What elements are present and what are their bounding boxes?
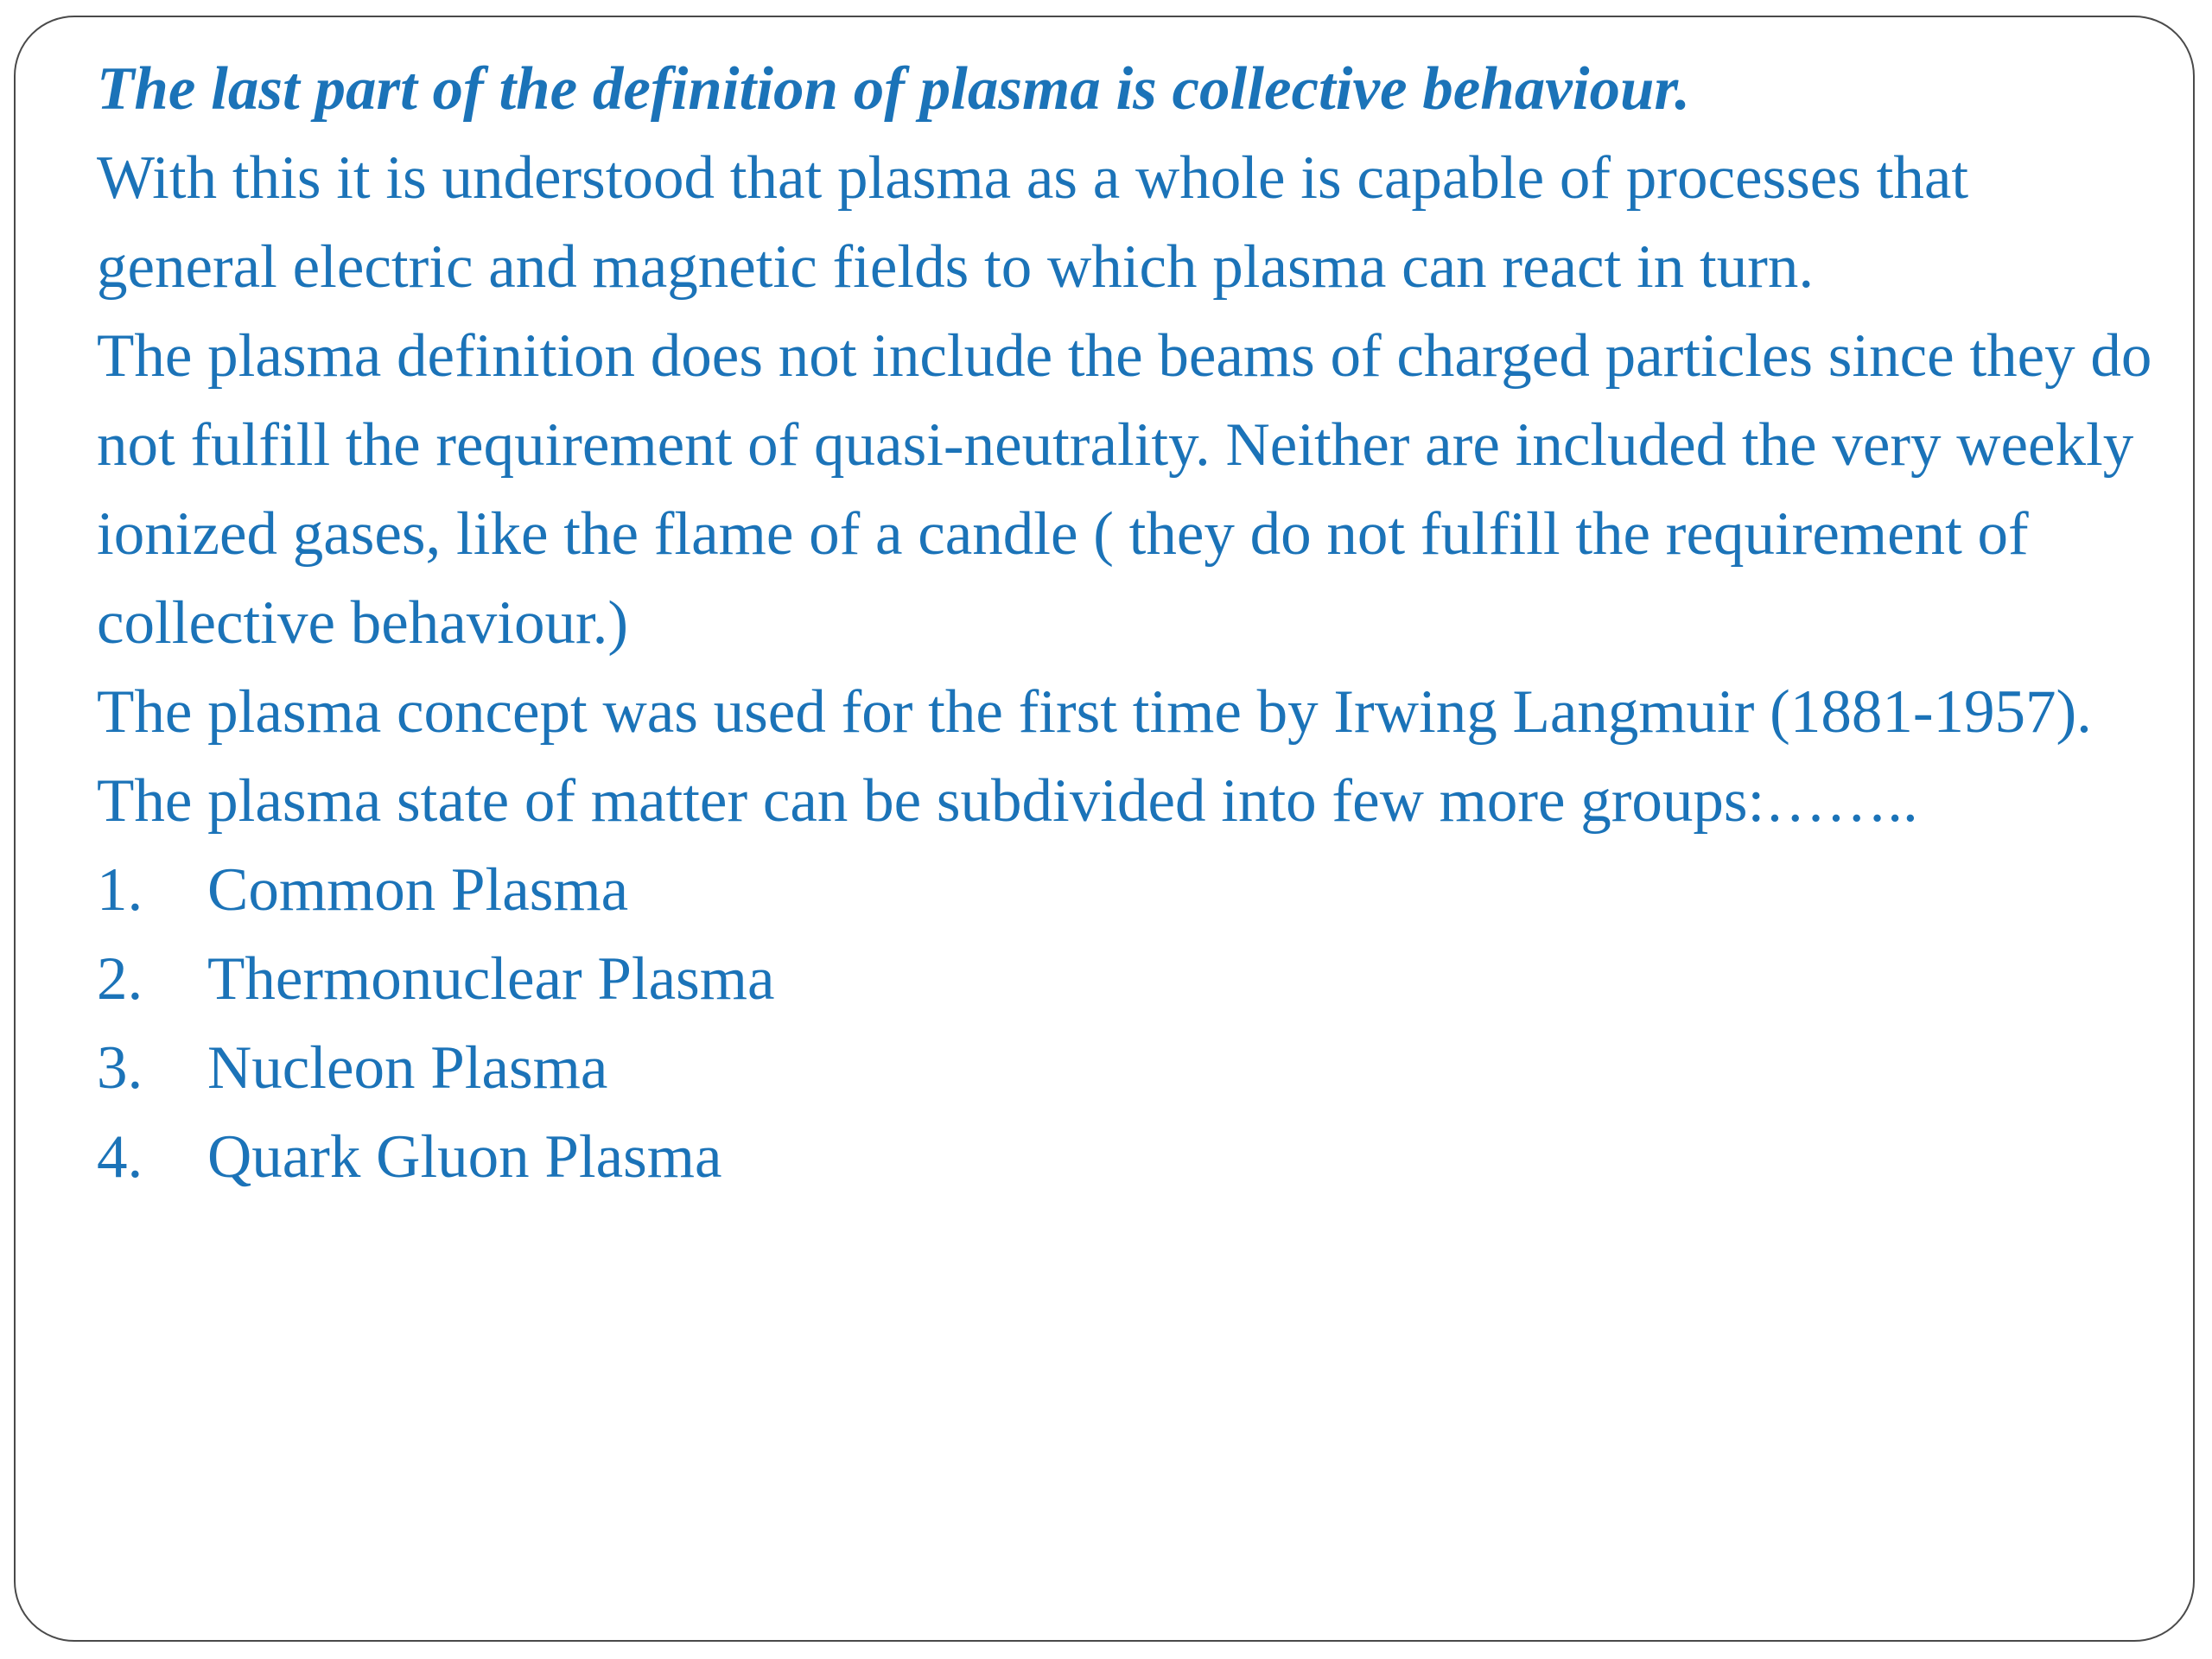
slide-heading: The last part of the definition of plasma is collective behaviour. [97, 55, 1690, 123]
slide-content [97, 45, 2153, 1202]
paragraph-subdivision: The plasma state of matter can be subdivided into few more groups:…….. [97, 767, 1918, 835]
list-item-label: Nucleon Plasma [207, 1034, 608, 1102]
list-item [97, 1113, 2153, 1202]
list-item [97, 1024, 2153, 1113]
paragraph-definition-exclusions: The plasma definition does not include the beams of charged particles since they do not fulfill the requirement of quasi-neutrality. Neither are included the very weekly ionized gases, like the flame of a candle ( they do not fulfill the requirement of collective behaviour.) [97, 322, 2152, 657]
list-item-number: 1. [97, 856, 143, 924]
list-item-number: 2. [97, 945, 143, 1013]
list-item-number: 4. [97, 1123, 143, 1191]
list-item-label: Common Plasma [207, 856, 629, 924]
list-item [97, 846, 2153, 935]
paragraph-langmuir: The plasma concept was used for the first time by Irwing Langmuir (1881-1957). [97, 678, 2092, 746]
list-item-label: Quark Gluon Plasma [207, 1123, 722, 1191]
list-item-label: Thermonuclear Plasma [207, 945, 775, 1013]
plasma-groups-list [97, 846, 2153, 1202]
list-item-number: 3. [97, 1034, 143, 1102]
list-item [97, 935, 2153, 1024]
paragraph-collective-behaviour: With this it is understood that plasma as a whole is capable of processes that general electric and magnetic fields to which plasma can react in turn. [97, 144, 1969, 301]
